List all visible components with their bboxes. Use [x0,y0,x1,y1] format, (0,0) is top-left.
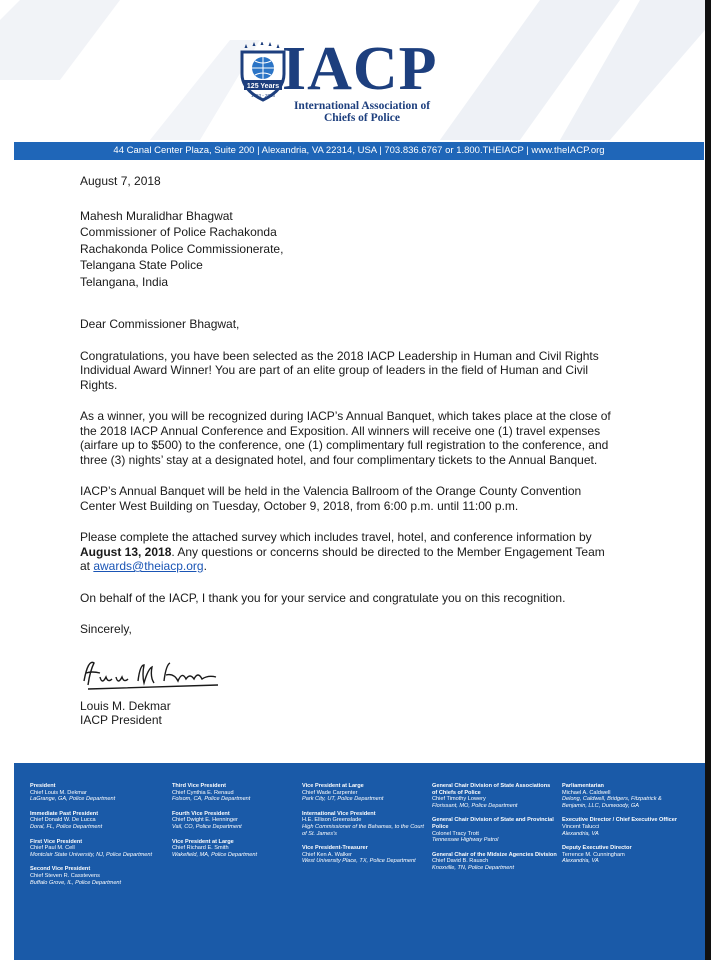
recipient-line: Rachakonda Police Commissionerate, [80,241,284,256]
officer-org: Wakefield, MA, Police Department [172,851,258,858]
officer-role: Fourth Vice President [172,810,230,817]
survey-end: . [203,559,207,573]
survey-text: Please complete the attached survey which includes travel, hotel, and conference information by [80,530,592,544]
officer-name: Chief Ken A. Walker [302,851,352,858]
recipient-line: Commissioner of Police Rachakonda [80,225,277,239]
officers-column [302,783,427,873]
officer-role: Second Vice President [30,866,91,873]
logo-wordmark: IACP [282,35,438,103]
officer-org: LaGrange, GA, Police Department [30,796,116,803]
officer-entry [30,866,155,886]
seal-years-label: 125 Years [246,83,280,90]
officers-column [30,783,155,894]
seal-span-label: 1893 - 2018 [250,93,276,98]
officer-entry [432,817,557,843]
officer-role: Immediate Past President [30,810,99,817]
recipient-line: Telangana, India [80,274,169,289]
officer-name: Terrence M. Cunningham [562,851,625,858]
officer-org: High Commissioner of the Bahamas, to the Court of St. James's [302,823,424,837]
officer-role: Executive Director / Chief Executive Officer [562,817,678,824]
officers-column [172,783,297,866]
paragraph-banquet-details: As a winner, you will be recognized during IACP’s Annual Banquet, which takes place at the close of the 2018 IACP Annual Conference and Exposition. All winners will receive one (1) travel expenses (airfare up to $500) to the conference, one (1) complimentary full registration to the conference, and three (3) nights’ stay at a designated hotel, and four complimentary tickets to the Annual Banquet. [80,409,611,467]
officer-entry [30,783,155,803]
officer-entry [172,839,297,859]
officer-name: Chief Donald W. De Lucca [30,817,96,824]
officer-org: Delong, Caldwell, Bridgers, Fitzpatrick & Benjamin, LLC, Dunwoody, GA [562,796,662,809]
address-bar: 44 Canal Center Plaza, Suite 200 | Alexandria, VA 22314, USA | 703.836.6767 or 1.800.THEIACP | www.theIACP.org [14,142,704,160]
officer-role: Vice President-Treasurer [302,845,368,852]
letter-body [80,174,615,728]
officer-name: Colonel Tracy Trott [432,830,479,837]
officer-entry [172,811,297,831]
logo-subtitle-line1: International Association of [293,100,431,112]
officer-role: Parliamentarian [562,783,604,789]
officer-name: Chief Paul M. Cell [30,845,75,852]
officer-role: General Chair of the Midsize Agencies Division [432,851,557,858]
officer-role: General Chair Division of State Associations of Chiefs of Police [432,783,551,796]
officer-role: President [30,783,56,789]
officer-name: Vincent Talucci [562,823,600,830]
officer-org: Tennessee Highway Patrol [432,837,499,844]
signer-name: Louis M. Dekmar [80,698,171,713]
officer-org: Alexandria, VA [562,830,599,837]
officer-entry [302,811,427,837]
officer-entry [302,783,427,803]
handwritten-signature [78,651,228,695]
officer-org: Park City, UT, Police Department [302,796,384,803]
closing: Sincerely, [80,622,132,636]
officer-name: Michael A. Caldwell [562,789,611,796]
officer-org: Montclair State University, NJ, Police Department [30,851,153,858]
paragraph-congratulations: Congratulations, you have been selected as the 2018 IACP Leadership in Human and Civil Rights Individual Award Winner! You are part of an elite group of leaders in the field of Human and Civil Rights. [80,348,599,392]
officer-role: Vice President at Large [302,783,364,789]
paragraph-survey [80,530,615,574]
officer-name: Chief David B. Rausch [432,858,489,865]
survey-deadline: August 13, 2018 [80,544,172,559]
officer-entry [30,811,155,831]
officer-entry [172,783,297,803]
officer-role: Third Vice President [172,783,226,789]
signature-block [80,622,615,728]
recipient-line: Telangana State Police [80,258,203,272]
officer-role: General Chair Division of State and Provincial Police [432,817,554,830]
officer-org: Vail, CO, Police Department [172,823,242,830]
officer-org: Doral, FL, Police Department [30,823,103,830]
logo-subtitle-line2: Chiefs of Police [323,112,400,124]
awards-email-link[interactable]: awards@theiacp.org [93,559,204,573]
officer-role: International Vice President [302,810,376,817]
officer-org: Florissant, MO, Police Department [432,802,518,809]
officer-org: Buffalo Grove, IL, Police Department [30,879,122,886]
officers-column [432,783,557,880]
officer-name: Chief Dwight E. Henninger [172,817,238,824]
letter-date: August 7, 2018 [80,174,161,188]
officer-name: Chief Cynthia E. Renaud [172,789,234,796]
officer-org: Folsom, CA, Police Department [172,796,251,803]
officer-name: Chief Louis M. Dekmar [30,789,87,796]
officer-entry [302,845,427,865]
officer-org: West University Place, TX, Police Department [302,858,416,865]
officer-entry [562,783,687,809]
survey-text-2: . Any questions or concerns should be directed to the Member Engagement Team at [80,544,605,573]
officers-footer [14,763,705,960]
officer-name: Chief Timothy Lowery [432,796,486,803]
officer-org: Knoxville, TN, Police Department [432,864,515,871]
officer-name: Chief Steven R. Casstevens [30,872,100,879]
recipient-address [80,209,615,292]
officer-role: First Vice President [30,838,83,845]
officer-org: Alexandria, VA [562,858,599,865]
logo-subtitle [292,100,432,124]
officer-name: Chief Richard E. Smith [172,845,229,852]
officer-entry [562,817,687,837]
salutation: Dear Commissioner Bhagwat, [80,317,240,331]
officer-name: Chief Wade Carpenter [302,789,358,796]
officer-role: Deputy Executive Director [562,845,632,852]
signer-title: IACP President [80,713,162,727]
officers-column [562,783,687,873]
officer-entry [30,839,155,859]
officer-name: H.E. Ellison Greenslade [302,817,362,824]
iacp-logo [236,35,438,132]
paragraph-venue: IACP’s Annual Banquet will be held in the Valencia Ballroom of the Orange County Convention Center West Building on Tuesday, October 9, 2018, from 6:00 p.m. until 11:00 p.m. [80,484,582,513]
officer-role: Vice President at Large [172,838,234,845]
officer-entry [432,852,557,872]
officer-entry [562,845,687,865]
officer-entry [432,783,557,809]
paragraph-thanks: On behalf of the IACP, I thank you for your service and congratulate you on this recognition. [80,590,566,605]
recipient-line: Mahesh Muralidhar Bhagwat [80,208,233,223]
